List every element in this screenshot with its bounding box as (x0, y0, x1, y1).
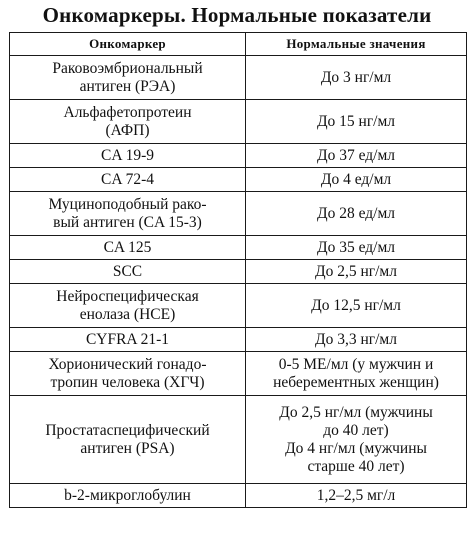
table-row (10, 484, 467, 508)
table-row (10, 328, 467, 352)
norm-cell: 1,2–2,5 мг/л (246, 484, 467, 508)
marker-cell: CA 19-9 (10, 144, 246, 168)
marker-cell: CA 125 (10, 236, 246, 260)
marker-cell: Муциноподобный рако- вый антиген (CA 15-3) (10, 192, 246, 236)
norm-cell: До 3 нг/мл (246, 56, 467, 100)
table-row (10, 396, 467, 484)
norm-cell: До 2,5 нг/мл (246, 260, 467, 284)
norm-cell: До 4 ед/мл (246, 168, 467, 192)
marker-cell: Хорионический гонадо- тропин человека (ХГЧ) (10, 352, 246, 396)
table-row (10, 352, 467, 396)
page-title: Онкомаркеры. Нормальные показатели (42, 3, 432, 27)
norm-cell: До 3,3 нг/мл (246, 328, 467, 352)
norm-cell: До 15 нг/мл (246, 100, 467, 144)
marker-cell: Нейроспецифическая енолаза (НСЕ) (10, 284, 246, 328)
marker-cell: b-2-микроглобулин (10, 484, 246, 508)
norm-cell: До 2,5 нг/мл (мужчины до 40 лет) До 4 нг/мл (мужчины старше 40 лет) (246, 396, 467, 484)
header-marker: Онкомаркер (10, 33, 246, 56)
tumor-markers-table (9, 32, 467, 508)
table-row (10, 56, 467, 100)
table-row (10, 192, 467, 236)
table-row (10, 236, 467, 260)
table-row (10, 284, 467, 328)
norm-cell: 0-5 МЕ/мл (у мужчин и неберементных женщин) (246, 352, 467, 396)
marker-cell: CA 72-4 (10, 168, 246, 192)
norm-cell: До 28 ед/мл (246, 192, 467, 236)
norm-cell: До 37 ед/мл (246, 144, 467, 168)
table-header-row (10, 33, 467, 56)
table-row (10, 260, 467, 284)
norm-cell: До 12,5 нг/мл (246, 284, 467, 328)
marker-cell: SCC (10, 260, 246, 284)
norm-cell: До 35 ед/мл (246, 236, 467, 260)
marker-cell: Альфафетопротеин (АФП) (10, 100, 246, 144)
table-row (10, 168, 467, 192)
header-norm: Нормальные значения (246, 33, 467, 56)
table-row (10, 144, 467, 168)
table-row (10, 100, 467, 144)
marker-cell: CYFRA 21-1 (10, 328, 246, 352)
marker-cell: Раковоэмбриональный антиген (РЭА) (10, 56, 246, 100)
marker-cell: Простатаспецифический антиген (PSA) (10, 396, 246, 484)
